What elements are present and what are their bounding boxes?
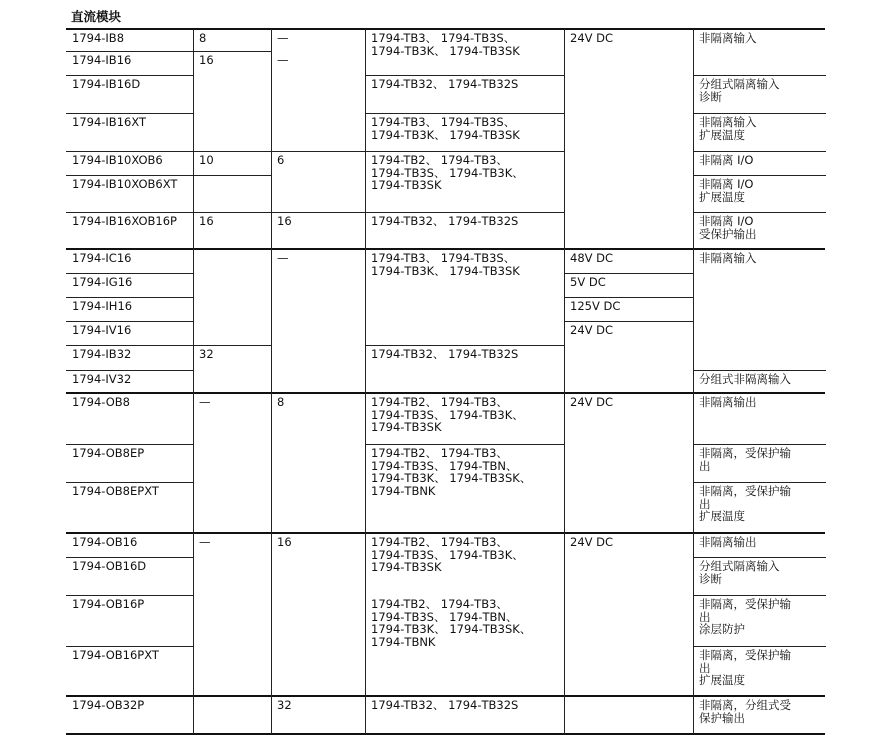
row-divider bbox=[66, 444, 194, 445]
cell-terminal: 1794-TB2、 1794-TB3、 1794-TB3S、 1794-TB3K、 1794-TB3SK bbox=[371, 535, 524, 574]
cell-inputs: 8 bbox=[199, 31, 207, 45]
row-divider bbox=[66, 151, 194, 152]
row-divider bbox=[66, 113, 194, 114]
cell-voltage: 48V DC bbox=[570, 251, 614, 265]
row-divider bbox=[66, 51, 194, 52]
cell-outputs: 8 bbox=[277, 395, 285, 409]
group-divider bbox=[66, 695, 825, 697]
row-divider bbox=[66, 370, 194, 371]
cell-desc: 非隔离，分组式受 保护输出 bbox=[699, 698, 791, 725]
row-divider bbox=[66, 345, 194, 346]
cell-terminal: 1794-TB32、 1794-TB32S bbox=[371, 698, 519, 712]
row-divider bbox=[193, 51, 272, 52]
cell-inputs: — bbox=[199, 395, 211, 409]
cell-desc: 非隔离 I/O bbox=[699, 153, 754, 167]
cell-terminal: 1794-TB32、 1794-TB32S bbox=[371, 347, 519, 361]
cell-desc: 非隔离，受保护输 出 涂层防护 bbox=[699, 597, 791, 636]
cell-model: 1794-IV32 bbox=[72, 372, 132, 386]
cell-inputs: — bbox=[199, 535, 211, 549]
cell-model: 1794-IB16XOB16P bbox=[72, 214, 177, 228]
row-divider bbox=[66, 175, 194, 176]
cell-model: 1794-IB8 bbox=[72, 31, 125, 45]
cell-inputs: 16 bbox=[199, 214, 214, 228]
cell-terminal: 1794-TB2、 1794-TB3、 1794-TB3S、 1794-TB3K、 1794-TB3SK bbox=[371, 395, 524, 434]
cell-desc: 非隔离 I/O 扩展温度 bbox=[699, 177, 754, 204]
group-divider bbox=[66, 248, 825, 250]
row-divider bbox=[693, 595, 826, 596]
row-divider bbox=[365, 113, 565, 114]
row-divider bbox=[693, 444, 826, 445]
cell-model: 1794-IB16 bbox=[72, 53, 132, 67]
row-divider bbox=[693, 646, 826, 647]
row-divider bbox=[66, 482, 194, 483]
row-divider bbox=[693, 175, 826, 176]
cell-desc: 非隔离输入 bbox=[699, 251, 757, 265]
row-divider bbox=[693, 370, 826, 371]
cell-model: 1794-IB10XOB6 bbox=[72, 153, 163, 167]
cell-model: 1794-OB16PXT bbox=[72, 648, 159, 662]
cell-model: 1794-OB16 bbox=[72, 535, 138, 549]
cell-outputs: 32 bbox=[277, 698, 292, 712]
cell-terminal: 1794-TB2、 1794-TB3、 1794-TB3S、 1794-TBN、 1794-TB3K、 1794-TB3SK、 1794-TBNK bbox=[371, 597, 532, 649]
cell-desc: 非隔离输出 bbox=[699, 535, 757, 549]
cell-outputs: — bbox=[277, 31, 289, 45]
cell-voltage: 125V DC bbox=[570, 299, 621, 313]
cell-outputs: — bbox=[277, 251, 289, 265]
cell-model: 1794-IB16D bbox=[72, 77, 141, 91]
row-divider bbox=[564, 273, 694, 274]
cell-desc: 非隔离，受保护输 出 bbox=[699, 446, 791, 473]
cell-inputs: 32 bbox=[199, 347, 214, 361]
cell-model: 1794-OB32P bbox=[72, 698, 145, 712]
column-divider bbox=[365, 29, 366, 734]
row-divider bbox=[66, 321, 194, 322]
cell-terminal: 1794-TB2、 1794-TB3、 1794-TB3S、 1794-TB3K、 1794-TB3SK bbox=[371, 153, 524, 192]
cell-model: 1794-OB8EP bbox=[72, 446, 145, 460]
cell-terminal: 1794-TB32、 1794-TB32S bbox=[371, 77, 519, 91]
group-divider bbox=[66, 28, 825, 30]
row-divider bbox=[564, 297, 694, 298]
row-divider bbox=[693, 482, 826, 483]
cell-model: 1794-IB10XOB6XT bbox=[72, 177, 178, 191]
cell-model: 1794-IB16XT bbox=[72, 115, 147, 129]
row-divider bbox=[66, 75, 194, 76]
row-divider bbox=[365, 444, 565, 445]
group-divider bbox=[66, 392, 825, 394]
cell-model: 1794-IB32 bbox=[72, 347, 132, 361]
column-divider bbox=[693, 29, 694, 734]
row-divider bbox=[365, 75, 565, 76]
row-divider bbox=[193, 345, 272, 346]
cell-desc: 非隔离 I/O 受保护输出 bbox=[699, 214, 757, 241]
cell-model: 1794-OB16D bbox=[72, 559, 147, 573]
cell-desc: 非隔离输出 bbox=[699, 395, 757, 409]
column-divider bbox=[271, 29, 272, 734]
cell-terminal: 1794-TB3、 1794-TB3S、 1794-TB3K、 1794-TB3SK bbox=[371, 31, 520, 58]
cell-voltage: 24V DC bbox=[570, 395, 614, 409]
cell-outputs: 6 bbox=[277, 153, 285, 167]
row-divider bbox=[365, 212, 565, 213]
row-divider bbox=[693, 113, 826, 114]
row-divider bbox=[271, 151, 366, 152]
row-divider bbox=[564, 321, 694, 322]
row-divider bbox=[693, 75, 826, 76]
row-divider bbox=[66, 595, 194, 596]
cell-voltage: 24V DC bbox=[570, 535, 614, 549]
row-divider bbox=[66, 273, 194, 274]
cell-desc: 非隔离，受保护输 出 扩展温度 bbox=[699, 648, 791, 687]
cell-desc: 分组式非隔离输入 bbox=[699, 372, 791, 386]
cell-model: 1794-IH16 bbox=[72, 299, 133, 313]
cell-model: 1794-IV16 bbox=[72, 323, 132, 337]
cell-model: 1794-OB8EPXT bbox=[72, 484, 159, 498]
row-divider bbox=[365, 345, 565, 346]
cell-inputs: 16 bbox=[199, 53, 214, 67]
row-divider bbox=[193, 212, 272, 213]
cell-voltage: 24V DC bbox=[570, 323, 614, 337]
row-divider bbox=[365, 151, 565, 152]
cell-outputs: 16 bbox=[277, 214, 292, 228]
cell-desc: 非隔离输入 扩展温度 bbox=[699, 115, 757, 142]
cell-desc: 分组式隔离输入 诊断 bbox=[699, 559, 780, 586]
cell-outputs: — bbox=[277, 53, 289, 67]
row-divider bbox=[66, 646, 194, 647]
cell-desc: 非隔离输入 bbox=[699, 31, 757, 45]
row-divider bbox=[66, 297, 194, 298]
row-divider bbox=[66, 557, 194, 558]
cell-model: 1794-IG16 bbox=[72, 275, 133, 289]
cell-terminal: 1794-TB3、 1794-TB3S、 1794-TB3K、 1794-TB3SK bbox=[371, 115, 520, 142]
row-divider bbox=[693, 151, 826, 152]
cell-voltage: 5V DC bbox=[570, 275, 606, 289]
cell-desc: 非隔离，受保护输 出 扩展温度 bbox=[699, 484, 791, 523]
group-divider bbox=[66, 532, 825, 534]
cell-desc: 分组式隔离输入 诊断 bbox=[699, 77, 780, 104]
cell-terminal: 1794-TB32、 1794-TB32S bbox=[371, 214, 519, 228]
cell-inputs: 10 bbox=[199, 153, 214, 167]
cell-voltage: 24V DC bbox=[570, 31, 614, 45]
cell-outputs: 16 bbox=[277, 535, 292, 549]
row-divider bbox=[193, 175, 272, 176]
row-divider bbox=[271, 212, 366, 213]
cell-model: 1794-OB8 bbox=[72, 395, 130, 409]
row-divider bbox=[66, 212, 194, 213]
section-title: 直流模块 bbox=[71, 9, 122, 24]
row-divider bbox=[693, 212, 826, 213]
row-divider bbox=[693, 557, 826, 558]
row-divider bbox=[193, 151, 272, 152]
cell-terminal: 1794-TB2、 1794-TB3、 1794-TB3S、 1794-TBN、 1794-TB3K、 1794-TB3SK、 1794-TBNK bbox=[371, 446, 532, 498]
column-divider bbox=[193, 29, 194, 734]
cell-model: 1794-IC16 bbox=[72, 251, 132, 265]
column-divider bbox=[564, 29, 565, 734]
cell-model: 1794-OB16P bbox=[72, 597, 145, 611]
cell-terminal: 1794-TB3、 1794-TB3S、 1794-TB3K、 1794-TB3SK bbox=[371, 251, 520, 278]
